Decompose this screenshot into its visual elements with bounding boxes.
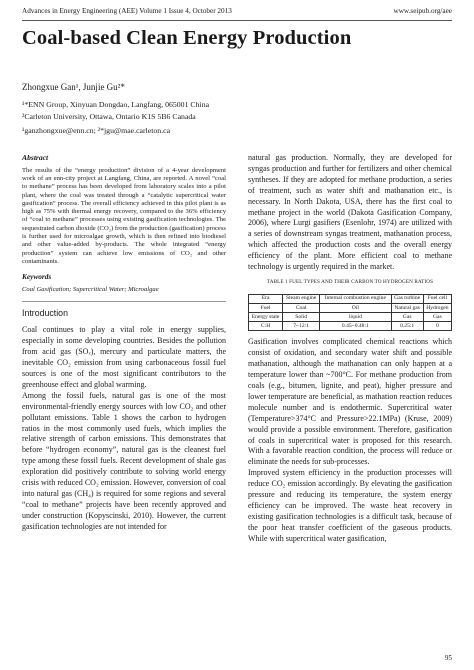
- table-row: [249, 322, 452, 331]
- table-row: [249, 313, 452, 322]
- table-cell: 0: [423, 322, 451, 331]
- table-header-cell: Steam engine: [283, 294, 320, 303]
- page-number: 95: [444, 654, 452, 662]
- table-cell: C:H: [249, 322, 283, 331]
- left-column: [22, 153, 226, 533]
- journal-url[interactable]: www.seipub.org/aee: [393, 7, 452, 15]
- intro-paragraph-2: Among the fossil fuels, natural gas is one of the most environmental-friendly energy sources with low CO₂ and other pollutant emissions. Table 1 shows the carbon to hydrogen ratios in the most commonly used fuels, which implies the relative strength of carbon emissions. This demonstrates that before “hydrogen economy”, natural gas is the cleanest fuel type among these fossil fuels. Recent development of shale gas exploration did positively contribute to solving world energy crisis with reduced CO₂ emission. However, conversion of coal into natural gas (CH₄) is required for some regions and several “coal to methane” projects have been recently approved and under construction (Kopyscinski, 2010). However, the current gasification technologies are not intended for: [22, 390, 226, 531]
- paper-title: Coal-based Clean Energy Production: [22, 27, 352, 49]
- table-cell: Coal: [283, 303, 320, 312]
- running-header: [22, 7, 452, 21]
- table-cell: Fuel: [249, 303, 283, 312]
- table-cell: 0.45~0.48:1: [320, 322, 391, 331]
- affiliation-1: ¹*ENN Group, Xinyuan Dongdao, Langfang, 065001 China: [22, 100, 210, 109]
- author-emails[interactable]: ¹ganzhongxue@enn.cn; ²*jgu@mae.carleton.ca: [22, 126, 171, 135]
- abstract-label: Abstract: [22, 153, 49, 162]
- table-cell: Energy state: [249, 313, 283, 322]
- section-divider: [22, 301, 226, 302]
- right-paragraph-1: natural gas production. Normally, they are developed for syngas production and further for fertilizers and other chemical syntheses. If they are adopted for methane production, a series of treatment, such as water shift and mathanation etc., is necessary. In North Dakota, USA, there has the first coal to methane project in the world (Dakota Gasification Company, 2006), where Lurgi gasifiers (Esenlohr, 1974) are utilized with a series of downstream syngas treatment, mathanation process, which affected the production costs and the overall energy efficiency of the plant. More efficient coal to methane technology is urgently required in the market.: [248, 153, 452, 272]
- affiliation-2: ²Carleton University, Ottawa, Ontario K1S 5B6 Canada: [22, 112, 196, 121]
- table-header-cell: Gas turbine: [391, 294, 423, 303]
- table-caption: TABLE 1 FUEL TYPES AND THEIR CARBON TO HYDROGEN RATIOS: [266, 278, 434, 285]
- authors: Zhongxue Gan¹, Junjie Gu²*: [22, 82, 125, 92]
- table-cell: Gas: [391, 313, 423, 322]
- table-cell: 7~12:1: [283, 322, 320, 331]
- abstract: [22, 153, 226, 266]
- table-cell: Hydrogen: [423, 303, 451, 312]
- right-paragraph-3: Improved system efficiency in the production processes will reduce CO₂ emission accordingly. By elevating the gasification pressure and reducing its temperature, the system energy efficiency can be improved. The waste heat recovery in existing gasification technologies is a difficult task, because of the poor heat transfer coefficient of the gaseous products. While with supercritical water gasification,: [248, 468, 452, 543]
- keywords-text: Coal Gasification; Supercritical Water; Microalgae: [22, 285, 159, 293]
- abstract-text: The results of the “energy production” division of a 4-year development work of an enn-city project at Langfang, China, are reported. A novel “coal to methane” process has been developed from laboratory scales into a pilot plant, where the coal was treated through a “catalytic supercritical water gasification” process. The overall efficiency achieved in this pilot plant is as high as 75% with thermal energy recovery, compared to the 36% efficiency of “coal to methane” processes using existing gasification technologies. The sequestrated carbon dioxide (CO₂) from the production (gasification) process is further used for microalgae growth, which is then refined into biodiesel and other value-added by-products. The whole integrated “energy production” system can achieve low emissions of CO₂ and other contaminants.: [22, 166, 226, 265]
- fuel-types-table: [248, 294, 452, 332]
- table-cell: Solid: [283, 313, 320, 322]
- right-paragraph-2: Gasification involves complicated chemical reactions which consist of oxidation, and secondary water shift and possible mathanation, although the mathanation can only happen at a temperature lower than ~700°C. For methane production from coals (e.g., bitumen, lignite, and peat), higher pressure and lower temperature are beneficial, as mathation reaction reduces molecule number and is endothermic. Supercritical water (Temperature>374°C and Pressure>22.1MPa) (Kruse, 2009) would provide a possible environment. Therefore, gasification of coals in supercritical water is proposed for this research. With a favorable reaction condition, the process will reduce or eliminate the needs for sub-processes.: [248, 337, 452, 467]
- journal-info: Advances in Energy Engineering (AEE) Volume 1 Issue 4, October 2013: [22, 7, 232, 15]
- introduction-heading: Introduction: [22, 307, 68, 318]
- right-column: [248, 153, 452, 545]
- table-cell: Oil: [320, 303, 391, 312]
- table-header-row: [249, 294, 452, 303]
- table-cell: 0.25:1: [391, 322, 423, 331]
- table-header-cell: Era: [249, 294, 283, 303]
- table-header-cell: Internal combustion engine: [320, 294, 391, 303]
- table-cell: liquid: [320, 313, 391, 322]
- table-header-cell: Fuel cell: [423, 294, 451, 303]
- table-row: [249, 303, 452, 312]
- header-rule: [22, 20, 452, 21]
- table-cell: Natural gas: [391, 303, 423, 312]
- intro-paragraph-1: Coal continues to play a vital role in energy supplies, especially in some developing countries. Besides the pollution from acid gas (SOₓ), mercury and particulate matters, the inevitable CO₂ emission from using carbonaceous fossil fuel sources is one of the most significant contributors to the greenhouse effect and global warming.: [22, 325, 226, 389]
- table-cell: Gas: [423, 313, 451, 322]
- keywords-label: Keywords: [22, 272, 52, 282]
